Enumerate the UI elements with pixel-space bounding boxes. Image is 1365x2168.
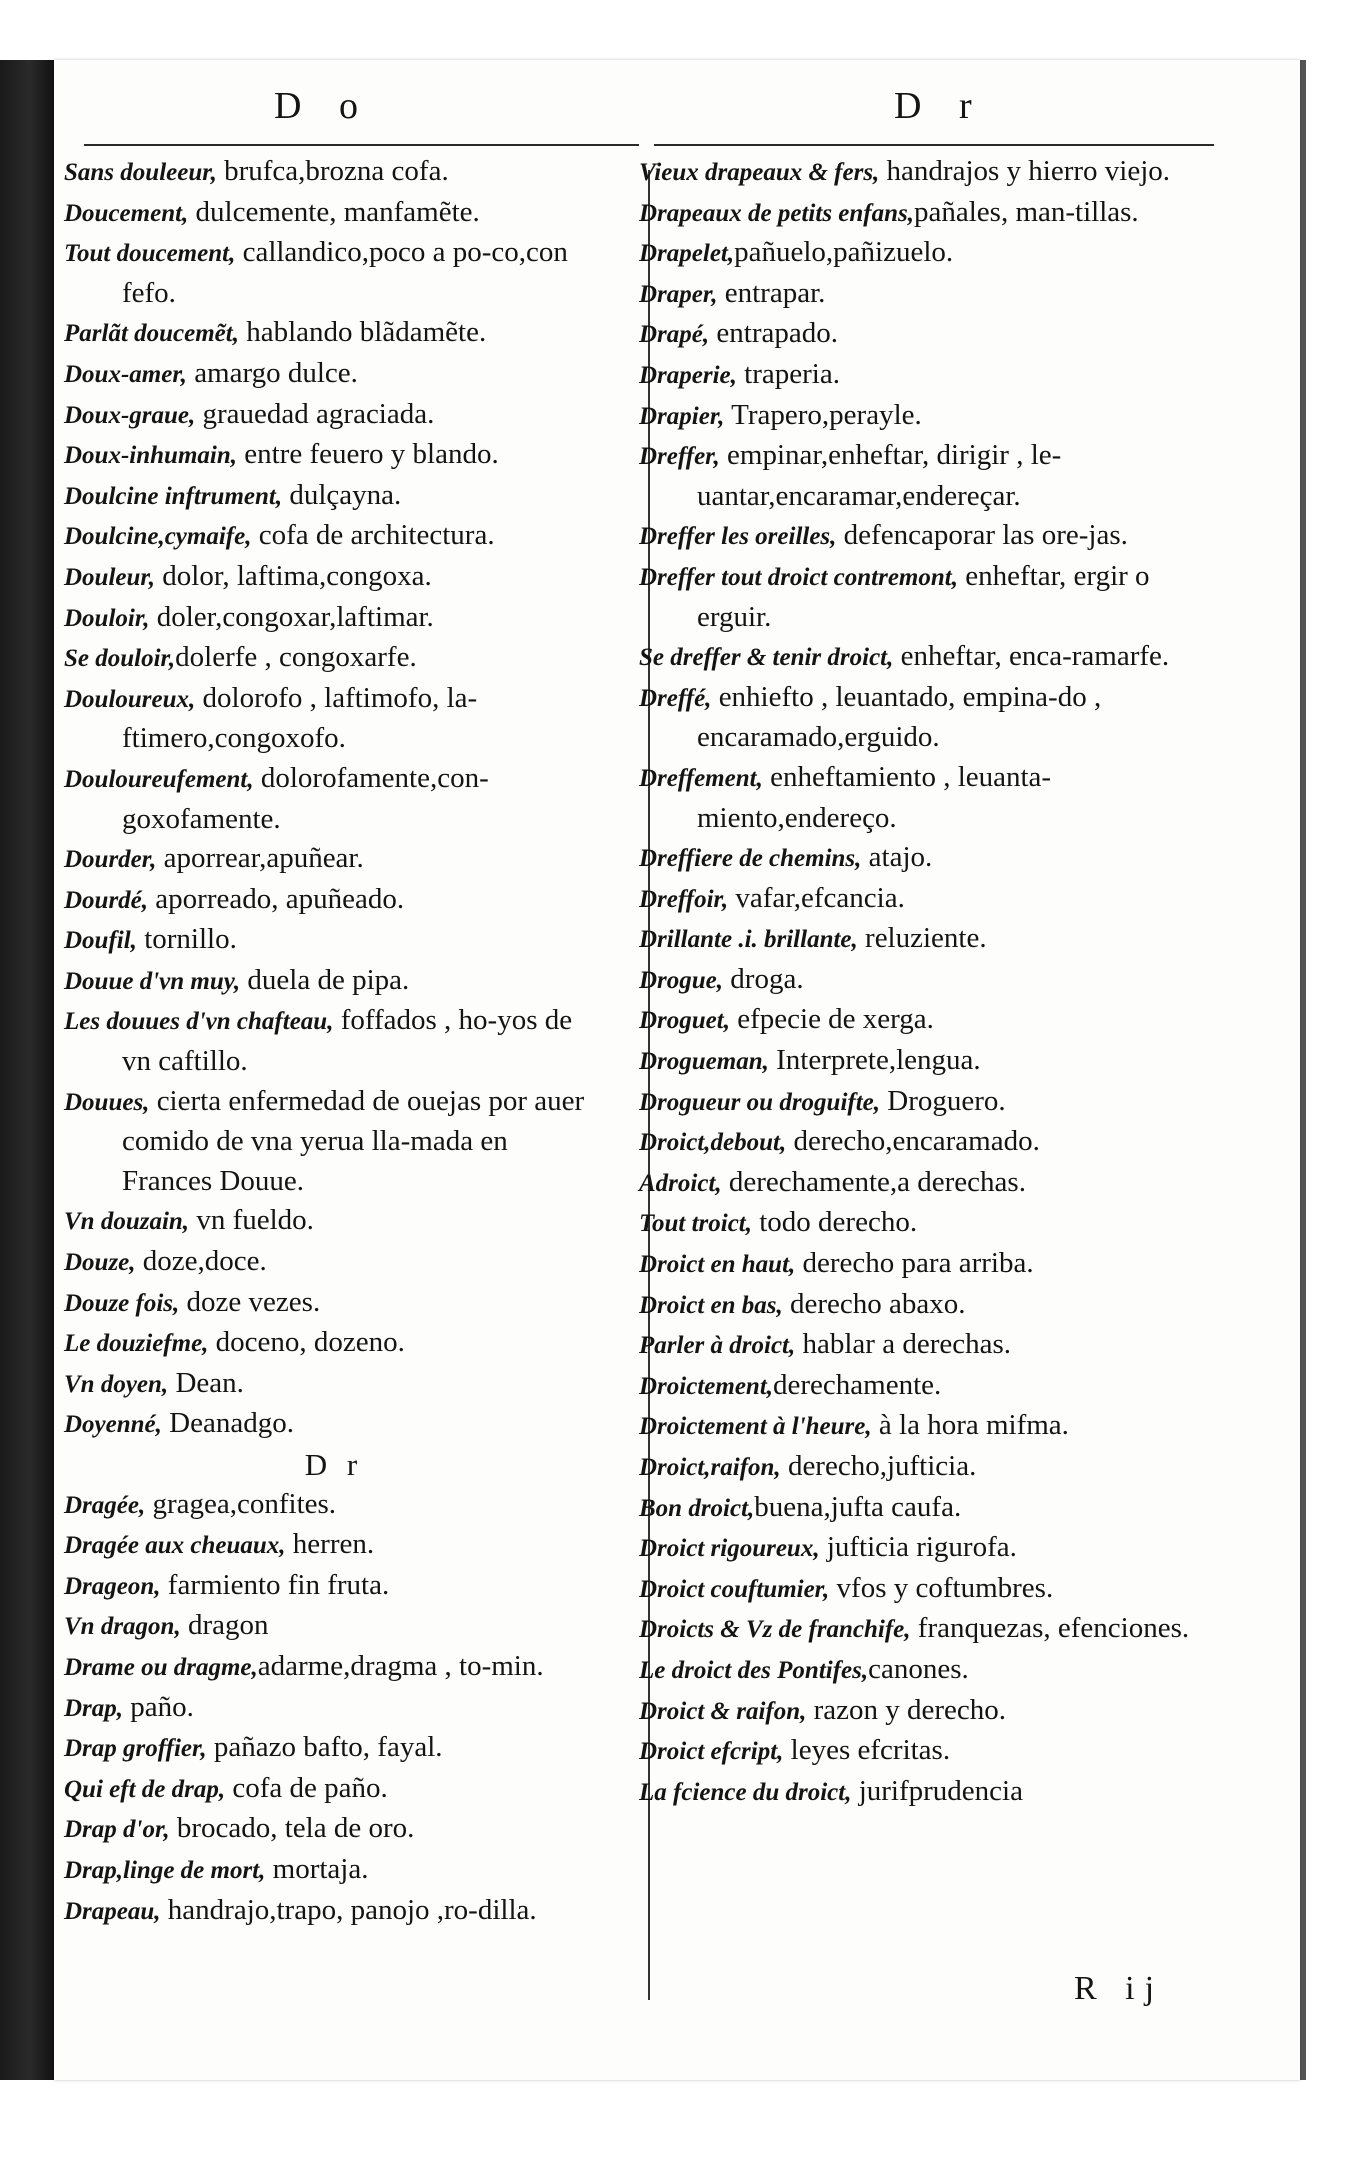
headword: Doux-inhumain,	[64, 442, 237, 470]
dictionary-entry	[639, 1285, 1219, 1326]
definition: handrajo,trapo, panojo ,ro-dilla.	[160, 1893, 537, 1926]
headword: Vn doyen,	[64, 1370, 169, 1398]
dictionary-entry	[639, 678, 1219, 758]
dictionary-entry	[64, 961, 604, 1002]
dictionary-entry	[639, 1082, 1219, 1123]
definition: efpecie de xerga.	[729, 1003, 934, 1036]
definition: reluziente.	[857, 922, 987, 955]
definition: empinar,enheftar, dirigir , le-uantar,encaramar,endereçar.	[697, 439, 1062, 512]
dictionary-entry	[64, 1242, 604, 1283]
left-column	[64, 152, 604, 1931]
definition: grauedad agraciada.	[195, 397, 435, 430]
headword: Drogueur ou droguifte,	[639, 1088, 881, 1116]
dictionary-entry	[639, 1000, 1219, 1041]
header-rule-left	[84, 144, 639, 146]
definition: enheftar, ergir o erguir.	[697, 559, 1150, 633]
definition: amargo dulce.	[186, 356, 358, 389]
headword: Dreffé,	[639, 684, 712, 712]
headword: Douze,	[64, 1249, 136, 1277]
dictionary-entry	[64, 1001, 604, 1081]
dictionary-entry	[639, 152, 1219, 193]
definition: doceno, dozeno.	[208, 1326, 405, 1359]
definition: dragon	[180, 1609, 269, 1642]
definition: dolerfe , congoxarfe.	[175, 641, 417, 674]
running-head-left: D o	[274, 85, 372, 127]
definition: Droguero.	[880, 1084, 1006, 1117]
headword: Drapeau,	[64, 1897, 161, 1925]
dictionary-entry	[639, 1488, 1219, 1529]
definition: doze,doce.	[135, 1245, 267, 1278]
headword: Doux-amer,	[64, 360, 187, 388]
headword: Drap d'or,	[64, 1816, 170, 1844]
headword: Les douues d'vn chafteau,	[64, 1008, 334, 1036]
definition: derecho,jufticia.	[780, 1450, 977, 1482]
definition: herren.	[285, 1528, 375, 1561]
dictionary-entry	[639, 1041, 1219, 1082]
definition: enhiefto , leuantado, empina-do , encaramado,erguido.	[697, 680, 1102, 754]
definition: enheftar, enca-ramarfe.	[893, 640, 1170, 673]
definition: pañuelo,pañizuelo.	[734, 236, 954, 269]
headword: Bon droict,	[639, 1494, 755, 1522]
headword: Drapeaux de petits enfans,	[639, 199, 914, 227]
definition: adarme,dragma , to-min.	[257, 1649, 544, 1682]
dictionary-entry	[639, 1569, 1219, 1610]
dictionary-entry	[639, 637, 1219, 678]
dictionary-entry	[64, 759, 604, 839]
definition: razon y derecho.	[806, 1693, 1007, 1726]
definition: vn fueldo.	[189, 1204, 314, 1237]
dictionary-entry	[64, 1606, 604, 1647]
headword: Parler à droict,	[639, 1332, 796, 1360]
dictionary-entry	[64, 679, 604, 759]
dictionary-entry	[64, 920, 604, 961]
dictionary-entry	[64, 435, 604, 476]
dictionary-entry	[639, 919, 1219, 960]
definition: vafar,efcancia.	[728, 881, 905, 914]
dictionary-entry	[64, 1850, 604, 1891]
definition: derecho abaxo.	[782, 1287, 966, 1320]
headword: Dourder,	[64, 846, 157, 874]
dictionary-entry	[639, 1244, 1219, 1285]
dictionary-entry	[64, 1201, 604, 1242]
definition: jufticia rigurofa.	[819, 1531, 1017, 1564]
definition: foffados , ho-yos de vn caftillo.	[122, 1004, 573, 1078]
dictionary-entry	[639, 436, 1219, 516]
headword: Le droict des Pontifes,	[639, 1656, 869, 1684]
dictionary-entry	[639, 516, 1219, 557]
definition: Interprete,lengua.	[768, 1044, 981, 1077]
dictionary-entry	[64, 1566, 604, 1607]
headword: Droictement,	[639, 1372, 774, 1400]
definition: traperia.	[736, 357, 840, 390]
headword: Doufil,	[64, 927, 137, 955]
definition: droga.	[723, 962, 804, 995]
dictionary-entry	[64, 152, 604, 193]
headword: Dreffer les oreilles,	[639, 523, 837, 551]
headword: Dreffiere de chemins,	[639, 845, 862, 873]
headword: Drame ou dragme,	[64, 1653, 258, 1681]
dictionary-entry	[639, 355, 1219, 396]
dictionary-entry	[639, 1691, 1219, 1732]
dictionary-entry	[639, 1731, 1219, 1772]
definition: dulçayna.	[282, 478, 402, 511]
dictionary-entry	[64, 313, 604, 354]
definition: gragea,confites.	[145, 1487, 337, 1520]
headword: Adroict,	[639, 1169, 722, 1197]
definition: entrapar.	[717, 276, 826, 309]
dictionary-entry	[64, 193, 604, 234]
dictionary-entry	[639, 1650, 1219, 1691]
headword: Doux-graue,	[64, 401, 196, 429]
headword: Dreffer tout droict contremont,	[639, 563, 958, 591]
definition: atajo.	[861, 841, 933, 874]
page-edge	[1300, 60, 1306, 2080]
definition: vfos y coftumbres.	[829, 1571, 1054, 1604]
definition: derecho para arriba.	[795, 1247, 1034, 1280]
headword: Douze fois,	[64, 1289, 180, 1317]
headword: Drap,	[64, 1694, 124, 1722]
definition: derechamente.	[773, 1368, 942, 1401]
definition: doze vezes.	[179, 1285, 321, 1318]
definition: aporrear,apuñear.	[156, 842, 364, 875]
definition: Deanadgo.	[161, 1407, 294, 1440]
definition: cofa de paño.	[225, 1771, 388, 1804]
headword: Droict en bas,	[639, 1291, 783, 1319]
dictionary-entry	[639, 838, 1219, 879]
definition: callandico,poco a po-co,con fefo.	[122, 236, 568, 309]
dictionary-entry	[639, 1325, 1219, 1366]
catchword: R ij	[1074, 1970, 1165, 2007]
dictionary-entry	[639, 1406, 1219, 1447]
definition: brufca,brozna cofa.	[216, 155, 449, 187]
dictionary-entry	[639, 314, 1219, 355]
definition: derechamente,a derechas.	[721, 1165, 1026, 1198]
dictionary-entry	[64, 1688, 604, 1729]
headword: Droict en haut,	[639, 1251, 796, 1279]
headword: Droict & raifon,	[639, 1697, 807, 1725]
definition: duela de pipa.	[240, 963, 410, 996]
dictionary-entry	[64, 233, 604, 313]
headword: La fcience du droict,	[639, 1778, 852, 1806]
dictionary-entry	[64, 1891, 604, 1932]
book-spine-shadow	[0, 60, 54, 2080]
headword: Dreffoir,	[639, 885, 729, 913]
definition: buena,jufta caufa.	[754, 1490, 962, 1523]
definition: aporreado, apuñeado.	[148, 882, 405, 915]
definition: Dean.	[168, 1366, 244, 1399]
dictionary-entry	[64, 1728, 604, 1769]
headword: Vieux drapeaux & fers,	[639, 159, 880, 186]
definition: defencaporar las ore-jas.	[836, 519, 1128, 552]
headword: Doulcine inftrument,	[64, 482, 283, 510]
definition: dolorofo , laftimofo, la-ftimero,congoxofo.	[122, 681, 478, 755]
dictionary-entry	[64, 880, 604, 921]
dictionary-entry	[64, 557, 604, 598]
dictionary-entry	[64, 476, 604, 517]
headword: Drageon,	[64, 1572, 161, 1600]
definition: pañales, man-tillas.	[914, 195, 1139, 228]
headword: Qui eft de drap,	[64, 1775, 226, 1803]
dictionary-entry	[639, 557, 1219, 637]
dictionary-entry	[64, 598, 604, 639]
headword: Droicts & Vz de franchife,	[639, 1616, 911, 1644]
headword: Dragée,	[64, 1491, 146, 1519]
definition: leyes efcritas.	[783, 1734, 951, 1767]
right-column	[639, 152, 1219, 1812]
definition: hablando blãdamẽte.	[238, 316, 487, 349]
headword: Parlãt doucemẽt,	[64, 320, 239, 348]
headword: Droguet,	[639, 1007, 730, 1035]
definition: dolor, laftima,congoxa.	[155, 559, 432, 592]
definition: entrapado.	[709, 317, 838, 350]
headword: Droict efcript,	[639, 1738, 784, 1766]
headword: Doulcine,cymaife,	[64, 523, 252, 551]
dictionary-entry	[64, 1364, 604, 1405]
headword: Tout doucement,	[64, 240, 236, 268]
headword: Droict couftumier,	[639, 1575, 830, 1603]
dictionary-entry	[64, 1404, 604, 1445]
dictionary-entry	[64, 638, 604, 679]
definition: cierta enfermedad de ouejas por auer comido de vna yerua lla-mada en Frances Douue.	[122, 1084, 585, 1197]
headword: Droictement à l'heure,	[639, 1413, 872, 1441]
definition: dolorofamente,con-goxofamente.	[122, 761, 489, 835]
dictionary-page	[54, 60, 1300, 2080]
dictionary-entry	[64, 1809, 604, 1850]
dictionary-entry	[639, 274, 1219, 315]
headword: Drap,linge de mort,	[64, 1856, 266, 1884]
definition: tornillo.	[136, 923, 237, 956]
definition: mortaja.	[265, 1852, 369, 1885]
definition: todo derecho.	[752, 1206, 918, 1239]
headword: Drapier,	[639, 402, 725, 430]
header-rule-right	[654, 144, 1214, 146]
dictionary-entry	[639, 396, 1219, 437]
headword: Dragée aux cheuaux,	[64, 1532, 286, 1560]
headword: Dreffer,	[639, 443, 720, 471]
dictionary-entry	[639, 1366, 1219, 1407]
headword: Drap groffier,	[64, 1735, 207, 1763]
headword: Draperie,	[639, 361, 737, 389]
headword: Vn dragon,	[64, 1613, 181, 1641]
dictionary-entry	[64, 1082, 604, 1202]
headword: Drogue,	[639, 966, 724, 994]
headword: Doyenné,	[64, 1411, 162, 1439]
headword: Drapé,	[639, 321, 710, 349]
dictionary-entry	[639, 1163, 1219, 1204]
running-head-right: D r	[894, 85, 986, 127]
dictionary-entry	[639, 1203, 1219, 1244]
headword: Droict,raifon,	[639, 1454, 781, 1481]
headword: Draper,	[639, 280, 718, 308]
dictionary-entry	[639, 1528, 1219, 1569]
definition: canones.	[868, 1652, 969, 1685]
dictionary-entry	[639, 1122, 1219, 1163]
headword: Vn douzain,	[64, 1208, 190, 1236]
headword: Se douloir,	[64, 645, 176, 673]
headword: Doucement,	[64, 199, 189, 227]
headword: Douues,	[64, 1088, 150, 1116]
definition: à la hora mifma.	[871, 1409, 1069, 1442]
definition: brocado, tela de oro.	[169, 1812, 415, 1845]
definition: paño.	[123, 1690, 194, 1723]
dictionary-entry	[639, 1609, 1219, 1650]
dictionary-entry	[639, 193, 1219, 234]
definition: Trapero,perayle.	[724, 398, 922, 431]
definition: dulcemente, manfamẽte.	[188, 195, 480, 228]
headword: Douue d'vn muy,	[64, 967, 241, 995]
dictionary-entry	[639, 233, 1219, 274]
headword: Douloir,	[64, 604, 150, 632]
headword: Droict,debout,	[639, 1129, 787, 1157]
dictionary-entry	[64, 839, 604, 880]
headword: Drogueman,	[639, 1048, 769, 1076]
dictionary-entry	[64, 395, 604, 436]
headword: Dreffement,	[639, 764, 763, 792]
dictionary-entry	[64, 1485, 604, 1526]
dictionary-entry	[639, 1447, 1219, 1488]
headword: Douloureux,	[64, 685, 196, 713]
headword: Tout troict,	[639, 1210, 752, 1238]
dictionary-entry	[64, 1283, 604, 1324]
headword: Droict rigoureux,	[639, 1535, 820, 1563]
dictionary-entry	[64, 516, 604, 557]
dictionary-entry	[64, 1769, 604, 1810]
definition: pañazo bafto, fayal.	[206, 1731, 443, 1764]
headword: Sans douleeur,	[64, 159, 217, 186]
dictionary-entry	[639, 1772, 1219, 1813]
dictionary-entry	[639, 758, 1219, 838]
dictionary-entry	[639, 960, 1219, 1001]
dictionary-entry	[64, 1525, 604, 1566]
headword: Douleur,	[64, 563, 156, 591]
headword: Dourdé,	[64, 886, 149, 914]
headword: Douloureufement,	[64, 765, 254, 793]
definition: enheftamiento , leuanta-miento,endereço.	[697, 760, 1052, 834]
headword: Se dreffer & tenir droict,	[639, 644, 894, 672]
definition: hablar a derechas.	[795, 1328, 1012, 1361]
dictionary-entry	[64, 1323, 604, 1364]
definition: derecho,encaramado.	[786, 1125, 1040, 1158]
definition: jurifprudencia	[851, 1774, 1023, 1807]
headword: Drapelet,	[639, 240, 735, 268]
definition: farmiento fin fruta.	[160, 1568, 390, 1601]
definition: entre feuero y blando.	[237, 438, 499, 471]
definition: franquezas, efenciones.	[910, 1612, 1190, 1645]
definition: cofa de architectura.	[251, 519, 495, 552]
section-heading: D r	[304, 1447, 364, 1482]
headword: Drillante .i. brillante,	[639, 926, 858, 954]
dictionary-entry	[64, 354, 604, 395]
dictionary-entry	[64, 1647, 604, 1688]
definition: handrajos y hierro viejo.	[879, 155, 1171, 187]
dictionary-entry	[639, 879, 1219, 920]
definition: doler,congoxar,laftimar.	[149, 600, 434, 633]
headword: Le douziefme,	[64, 1330, 209, 1358]
